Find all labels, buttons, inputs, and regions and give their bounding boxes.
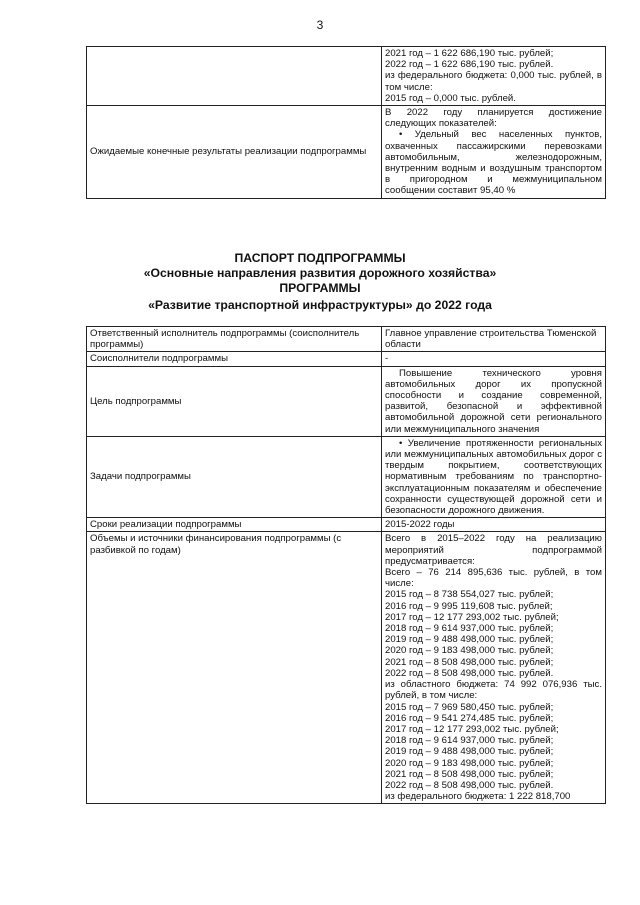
funding-line: 2021 год – 1 622 686,190 тыс. рублей;	[385, 48, 554, 59]
terms-value: 2015-2022 годы	[382, 518, 606, 532]
page-number: 3	[316, 18, 324, 32]
table-cell-empty	[87, 47, 382, 106]
table-row	[87, 366, 606, 436]
funding-line: из федерального бюджета: 0,000 тыс. рублей, в том числе:	[385, 70, 602, 93]
funding-continuation-cell	[382, 47, 606, 106]
regional-year-line: 2017 год – 12 177 293,002 тыс. рублей;	[385, 723, 559, 735]
coexecutors-label: Соисполнители подпрограммы	[87, 352, 382, 366]
goal-value	[382, 366, 606, 436]
passport-table	[86, 326, 606, 804]
expected-results-bullet: • Удельный вес населенных пунктов, охваченных пассажирскими перевозками автомобильным, железнодорожным, внутренним водным и воздушным транспортом в пригородном и межмуниципальном сообщении составит 95,40 %	[385, 129, 602, 197]
funding-year-line: 2015 год – 8 738 554,027 тыс. рублей;	[385, 589, 554, 601]
table-row	[87, 532, 606, 804]
regional-year-line: 2016 год – 9 541 274,485 тыс. рублей;	[385, 712, 554, 724]
tasks-value	[382, 436, 606, 517]
regional-year-line: 2019 год – 9 488 498,000 тыс. рублей;	[385, 746, 554, 758]
tasks-label: Задачи подпрограммы	[87, 436, 382, 517]
heading-line-2: «Основные направления развития дорожного хозяйства»	[143, 266, 497, 280]
executor-value: Главное управление строительства Тюменской области	[382, 327, 606, 352]
regional-year-line: 2020 год – 9 183 498,000 тыс. рублей;	[385, 757, 554, 769]
executor-label: Ответственный исполнитель подпрограммы (соисполнитель программы)	[87, 327, 382, 352]
funding-year-line: 2022 год – 8 508 498,000 тыс. рублей.	[385, 667, 554, 679]
coexecutors-value: -	[382, 352, 606, 366]
regional-year-line: 2018 год – 9 614 937,000 тыс. рублей;	[385, 735, 554, 747]
heading-line-3: ПРОГРАММЫ	[279, 281, 361, 295]
funding-year-line: 2020 год – 9 183 498,000 тыс. рублей;	[385, 645, 554, 657]
table-row	[87, 106, 606, 199]
funding-year-line: 2018 год – 9 614 937,000 тыс. рублей;	[385, 623, 554, 635]
heading-line-1: ПАСПОРТ ПОДПРОГРАММЫ	[234, 251, 406, 265]
regional-year-line: 2022 год – 8 508 498,000 тыс. рублей.	[385, 779, 554, 791]
table-row	[87, 327, 606, 352]
federal-total: из федерального бюджета: 1 222 818,700	[385, 791, 571, 803]
regional-year-line: 2021 год – 8 508 498,000 тыс. рублей;	[385, 768, 554, 780]
expected-results-intro: В 2022 году планируется достижение следующих показателей:	[385, 107, 602, 130]
heading-line-4: «Развитие транспортной инфраструктуры» до 2022 года	[148, 298, 492, 312]
goal-text: Повышение технического уровня автомобильных дорог их пропускной способности и создание современной, развитой, безопасной и эффективной автомобильной дорожной сети регионального или межмуниципального значения	[385, 367, 602, 435]
expected-results-label: Ожидаемые конечные результаты реализации подпрограммы	[87, 106, 382, 199]
funding-total: Всего – 76 214 895,636 тыс. рублей, в том числе:	[385, 567, 602, 590]
funding-year-line: 2016 год – 9 995 119,608 тыс. рублей;	[385, 600, 553, 612]
table-row	[87, 352, 606, 366]
table-row	[87, 518, 606, 532]
funding-intro: Всего в 2015–2022 году на реализацию мероприятий подпрограммой предусматривается:	[385, 533, 602, 567]
goal-label: Цель подпрограммы	[87, 366, 382, 436]
funding-year-line: 2017 год – 12 177 293,002 тыс. рублей;	[385, 611, 559, 623]
expected-results-value	[382, 106, 606, 199]
table-row	[87, 436, 606, 517]
funding-line: 2015 год – 0,000 тыс. рублей.	[385, 92, 516, 104]
previous-page-table	[86, 46, 606, 199]
table-row	[87, 47, 606, 106]
regional-year-line: 2015 год – 7 969 580,450 тыс. рублей;	[385, 701, 554, 713]
funding-value	[382, 532, 606, 804]
funding-year-line: 2019 год – 9 488 498,000 тыс. рублей;	[385, 634, 554, 646]
funding-label: Объемы и источники финансирования подпрограммы (с разбивкой по годам)	[87, 532, 382, 804]
regional-total: из областного бюджета: 74 992 076,936 тыс. рублей, в том числе:	[385, 679, 602, 702]
terms-label: Сроки реализации подпрограммы	[87, 518, 382, 532]
tasks-text: • Увеличение протяженности региональных или межмуниципальных автомобильных дорог с твердым покрытием, соответствующих нормативным требованиям по транспортно-эксплуатационным показателям и обеспечение сохранности существующей дорожной сети и безопасности дорожного движения.	[385, 437, 602, 517]
funding-year-line: 2021 год – 8 508 498,000 тыс. рублей;	[385, 656, 554, 668]
funding-line: 2022 год – 1 622 686,190 тыс. рублей.	[385, 59, 554, 71]
